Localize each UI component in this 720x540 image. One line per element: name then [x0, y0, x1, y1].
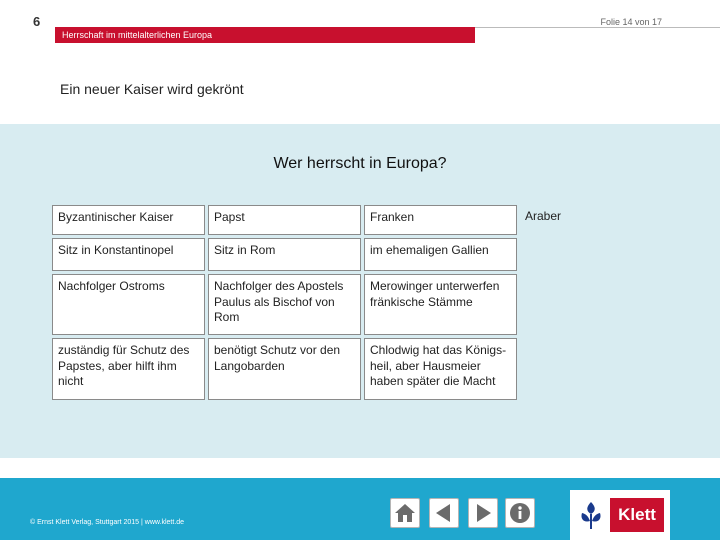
- table-cell: zuständig für Schutz des Papstes, aber hilft ihm nicht: [52, 338, 205, 400]
- table-cell: Sitz in Rom: [208, 238, 361, 271]
- comparison-table-wrap: [49, 202, 676, 403]
- slide-counter: Folie 14 von 17: [600, 17, 662, 27]
- klett-logo-text: Klett: [610, 498, 664, 532]
- home-button[interactable]: [390, 498, 420, 528]
- home-icon: [394, 502, 416, 524]
- content-area: [0, 124, 720, 458]
- table-cell: im ehemaligen Gallien: [364, 238, 517, 271]
- header-arabs: [520, 205, 673, 235]
- chapter-title-banner: Herrschaft im mittelalterlichen Europa: [55, 27, 475, 43]
- comparison-table: [49, 202, 676, 403]
- header-byzantine: Byzantinischer Kaiser: [52, 205, 205, 235]
- forward-arrow-icon: [472, 502, 494, 524]
- info-button[interactable]: [505, 498, 535, 528]
- table-row: [52, 238, 673, 271]
- table-cell: Sitz in Konstantinopel: [52, 238, 205, 271]
- table-row: [52, 274, 673, 335]
- table-cell: Nachfolger Ostroms: [52, 274, 205, 335]
- table-row: [52, 338, 673, 400]
- copyright-text: © Ernst Klett Verlag, Stuttgart 2015 | www.klett.de: [30, 519, 185, 526]
- chapter-number: 6: [33, 14, 41, 29]
- header-franks: Franken: [364, 205, 517, 235]
- previous-button[interactable]: [429, 498, 459, 528]
- back-arrow-icon: [433, 502, 455, 524]
- table-cell: benötigt Schutz vor den Langobarden: [208, 338, 361, 400]
- header-arabs-label: Araber: [525, 209, 562, 223]
- next-button[interactable]: [468, 498, 498, 528]
- table-cell-empty: [520, 338, 673, 400]
- table-cell: Merowinger unterwerfen fränkische Stämme: [364, 274, 517, 335]
- table-header-row: [52, 205, 673, 235]
- header-pope: Papst: [208, 205, 361, 235]
- slide-question: Wer herrscht in Europa?: [273, 155, 447, 172]
- table-cell-empty: [520, 238, 673, 271]
- table-cell-empty: [520, 274, 673, 335]
- table-cell: Nachfolger des Apostels Paulus als Bischof von Rom: [208, 274, 361, 335]
- klett-logo: [570, 490, 670, 540]
- info-icon: [509, 502, 531, 524]
- table-cell: Chlodwig hat das Königs-heil, aber Hausmeier haben später die Macht: [364, 338, 517, 400]
- slide-subtitle: Ein neuer Kaiser wird gekrönt: [60, 81, 244, 97]
- klett-clover-icon: [576, 499, 606, 531]
